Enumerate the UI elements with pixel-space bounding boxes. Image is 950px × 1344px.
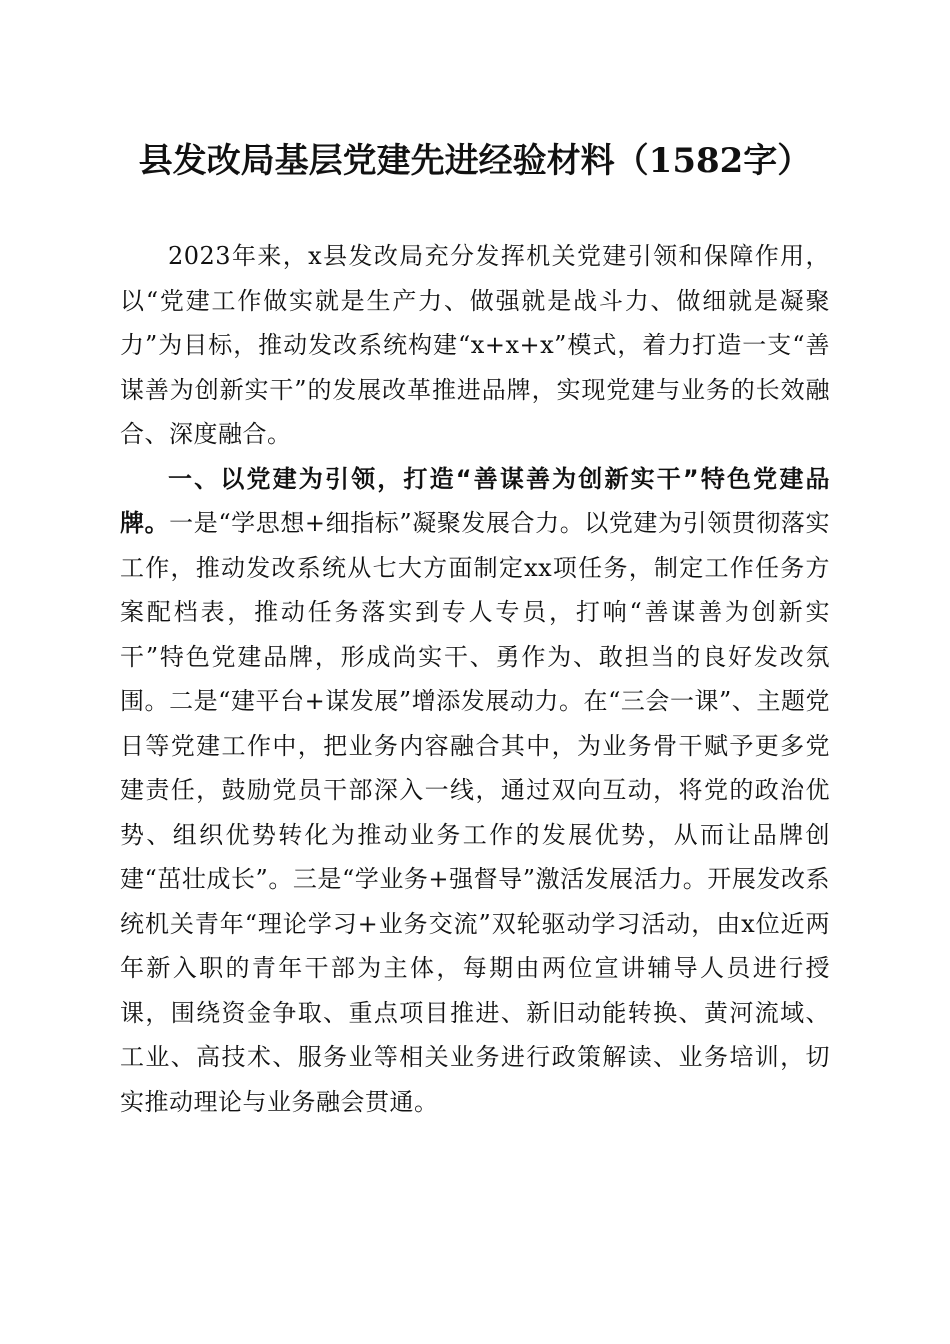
section-one-text: 一是“学思想+细指标”凝聚发展合力。以党建为引领贯彻落实工作，推动发改系统从七大方面制定xx项任务，制定工作任务方案配档表，推动任务落实到专人专员，打响“善谋善为创新实干”特色党建品牌，形成尚实干、勇作为、敢担当的良好发改氛围。二是“建平台+谋发展”增添发展动力。在“三会一课”、主题党日等党建工作中，把业务内容融合其中，为业务骨干赋予更多党建责任，鼓励党员干部深入一线，通过双向互动，将党的政治优势、组织优势转化为推动业务工作的发展优势，从而让品牌创建“茁壮成长”。三是“学业务+强督导”激活发展活力。开展发改系统机关青年“理论学习+业务交流”双轮驱动学习活动，由x位近两年新入职的青年干部为主体，每期由两位宣讲辅导人员进行授课，围绕资金争取、重点项目推进、新旧动能转换、黄河流域、工业、高技术、服务业等相关业务进行政策解读、业务培训，切实推动理论与业务融会贯通。 <box>120 509 831 1116</box>
intro-paragraph-text: 2023年来，x县发改局充分发挥机关党建引领和保障作用，以“党建工作做实就是生产力、做强就是战斗力、做细就是凝聚力”为目标，推动发改系统构建“x+x+x”模式，着力打造一支“善谋善为创新实干”的发展改革推进品牌，实现党建与业务的长效融合、深度融合。 <box>120 242 830 448</box>
document-body <box>120 234 830 1124</box>
document-title: 县发改局基层党建先进经验材料（1582字） <box>138 141 812 181</box>
section-one-heading: 一、以党建为引领，打造“善谋善为创新实干”特色党建品牌。 <box>120 464 830 537</box>
section-one-paragraph <box>120 457 830 1125</box>
intro-paragraph <box>120 234 830 457</box>
